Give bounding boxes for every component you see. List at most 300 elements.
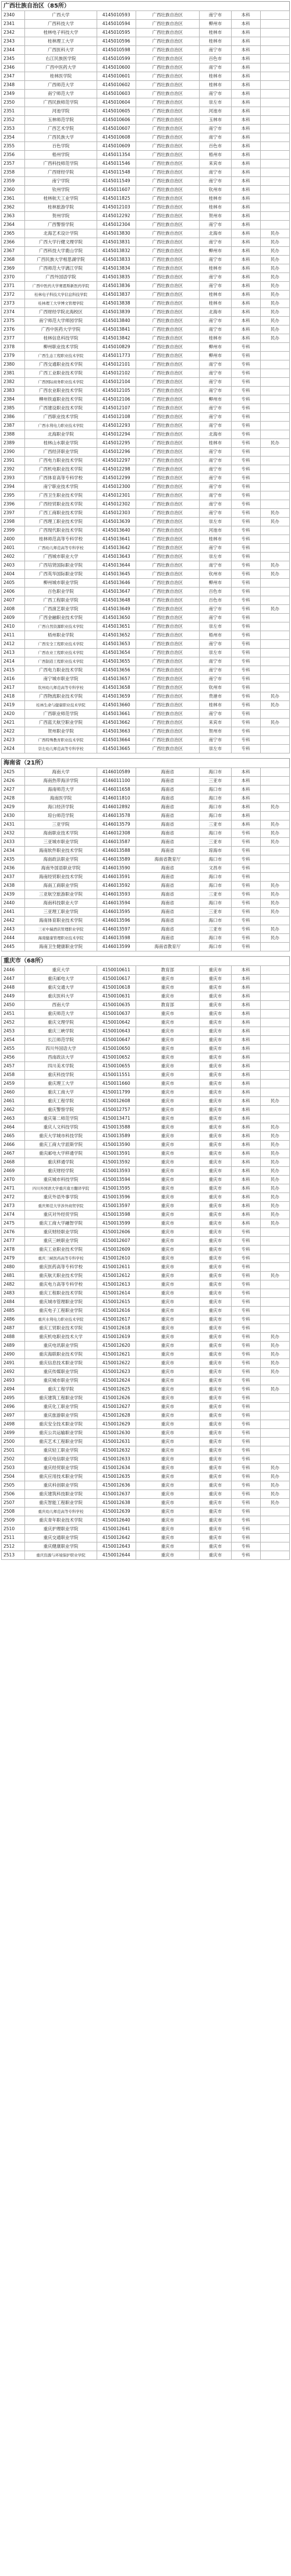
table-cell-nm: 广西幼儿师范高等专科学校 — [24, 544, 97, 553]
table-row — [2, 736, 290, 745]
table-cell-nm: 海南健康管理职业技术学院 — [24, 934, 97, 943]
table-cell-cd: 4145012293 — [97, 422, 136, 430]
table-cell-rk: 民办 — [260, 308, 289, 317]
table-cell-idx: 2459 — [2, 1080, 25, 1088]
table-cell-rk: 民办 — [260, 1149, 289, 1158]
table-cell-nm: 广西师范大学漓江学院 — [24, 264, 97, 273]
table-cell-idx: 2390 — [2, 448, 25, 457]
table-cell-idx: 2346 — [2, 63, 25, 72]
table-row — [2, 588, 290, 596]
table-row — [2, 1534, 290, 1542]
table-cell-idx: 2457 — [2, 1062, 25, 1071]
table-cell-idx: 2351 — [2, 107, 25, 116]
table-cell-idx: 2423 — [2, 736, 25, 745]
table-row — [2, 1385, 290, 1394]
table-cell-rk: 民办 — [260, 238, 289, 247]
table-cell-idx: 2464 — [2, 1123, 25, 1132]
table-cell-idx: 2485 — [2, 1307, 25, 1315]
table-cell-idx: 2491 — [2, 1359, 25, 1368]
table-row — [2, 794, 290, 803]
table-cell-idx: 2419 — [2, 701, 25, 710]
table-cell-dp: 重庆市 — [136, 1237, 200, 1245]
table-cell-idx: 2467 — [2, 1149, 25, 1158]
table-cell-dp: 海南省 — [136, 812, 200, 820]
table-cell-rk: 民办 — [260, 1097, 289, 1106]
table-row — [2, 11, 290, 20]
table-cell-ct: 重庆市 — [200, 1228, 231, 1237]
table-row — [2, 55, 290, 63]
table-cell-dp: 广西壮族自治区 — [136, 570, 200, 579]
table-cell-lv: 专科 — [231, 378, 260, 387]
table-cell-cd: 4145011548 — [97, 168, 136, 177]
table-cell-ct: 重庆市 — [200, 1516, 231, 1525]
table-row — [2, 820, 290, 829]
table-row — [2, 526, 290, 535]
table-cell-rk — [260, 917, 289, 925]
table-cell-dp: 广西壮族自治区 — [136, 37, 200, 46]
table-cell-idx: 2503 — [2, 1464, 25, 1473]
table-cell-lv: 专科 — [231, 465, 260, 474]
table-row — [2, 273, 290, 282]
table-cell-dp: 重庆市 — [136, 1508, 200, 1516]
table-cell-nm: 海南大学 — [24, 768, 97, 777]
table-cell-idx: 2513 — [2, 1551, 25, 1560]
table-cell-rk — [260, 622, 289, 631]
table-cell-dp: 重庆市 — [136, 1551, 200, 1560]
table-cell-nm: 广西现代职业技术学院 — [24, 526, 97, 535]
table-cell-idx: 2372 — [2, 291, 25, 299]
table-cell-dp: 广西壮族自治区 — [136, 719, 200, 727]
table-cell-rk — [260, 710, 289, 719]
table-cell-dp: 广西壮族自治区 — [136, 317, 200, 325]
table-cell-cd: 4146013578 — [97, 812, 136, 820]
table-cell-dp: 海南省 — [136, 934, 200, 943]
table-cell-dp: 重庆市 — [136, 1324, 200, 1333]
table-cell-nm: 海南工商职业学院 — [24, 882, 97, 890]
table-cell-rk: 民办 — [260, 719, 289, 727]
table-cell-nm: 广西工商职业技术学院 — [24, 509, 97, 518]
table-cell-lv: 专科 — [231, 343, 260, 352]
table-cell-lv: 专科 — [231, 1237, 260, 1245]
table-row — [2, 1464, 290, 1473]
table-cell-idx: 2369 — [2, 264, 25, 273]
table-cell-ct: 海口市 — [200, 917, 231, 925]
table-row — [2, 465, 290, 474]
table-cell-rk — [260, 63, 289, 72]
table-cell-ct: 桂林市 — [200, 439, 231, 448]
table-cell-dp: 重庆市 — [136, 1053, 200, 1062]
table-cell-lv: 专科 — [231, 369, 260, 378]
table-cell-dp: 重庆市 — [136, 1542, 200, 1551]
table-cell-nm: 重庆经贸职业学院 — [24, 1464, 97, 1473]
table-cell-dp: 广西壮族自治区 — [136, 422, 200, 430]
table-cell-lv: 专科 — [231, 579, 260, 588]
table-cell-dp: 重庆市 — [136, 1473, 200, 1481]
table-row — [2, 1132, 290, 1141]
table-cell-lv: 专科 — [231, 518, 260, 526]
table-cell-idx: 2405 — [2, 579, 25, 588]
table-cell-rk — [260, 1534, 289, 1542]
table-cell-ct: 玉林市 — [200, 116, 231, 125]
table-row — [2, 474, 290, 483]
table-cell-idx: 2496 — [2, 1403, 25, 1411]
table-cell-nm: 长江师范学院 — [24, 1036, 97, 1045]
table-cell-dp: 重庆市 — [136, 1062, 200, 1071]
table-cell-dp: 海南省 — [136, 917, 200, 925]
table-cell-idx: 2400 — [2, 535, 25, 544]
table-cell-dp: 海南省 — [136, 890, 200, 899]
table-row — [2, 983, 290, 992]
table-cell-ct: 重庆市 — [200, 1193, 231, 1202]
table-row — [2, 247, 290, 256]
table-row — [2, 1036, 290, 1045]
table-cell-ct: 重庆市 — [200, 1045, 231, 1053]
table-row — [2, 1481, 290, 1490]
table-cell-lv: 本科 — [231, 1010, 260, 1018]
table-row — [2, 657, 290, 666]
table-cell-nm: 广西安全工程职业技术学院 — [24, 640, 97, 649]
table-cell-dp: 重庆市 — [136, 1158, 200, 1167]
table-cell-rk — [260, 1045, 289, 1053]
table-cell-nm: 西南政法大学 — [24, 1053, 97, 1062]
table-row — [2, 229, 290, 238]
table-cell-ct: 南宁市 — [200, 168, 231, 177]
table-row — [2, 890, 290, 899]
table-cell-lv: 本科 — [231, 1045, 260, 1053]
table-cell-dp: 海南省 — [136, 777, 200, 785]
table-cell-idx: 2377 — [2, 334, 25, 343]
table-cell-rk: 民办 — [260, 518, 289, 526]
table-cell-nm: 海南政法职业学院 — [24, 855, 97, 864]
table-cell-cd: 4150012624 — [97, 1377, 136, 1385]
table-cell-nm: 重庆大学 — [24, 966, 97, 975]
table-cell-cd: 4145013657 — [97, 675, 136, 684]
table-cell-idx: 2502 — [2, 1455, 25, 1464]
table-cell-rk — [260, 1508, 289, 1516]
table-cell-cd: 4145013660 — [97, 701, 136, 710]
table-cell-ct: 百色市 — [200, 142, 231, 151]
table-cell-lv: 专科 — [231, 352, 260, 360]
table-cell-dp: 广西壮族自治区 — [136, 483, 200, 491]
table-cell-dp: 重庆市 — [136, 1080, 200, 1088]
table-cell-dp: 海南省 — [136, 847, 200, 855]
table-cell-nm: 南宁学院 — [24, 177, 97, 186]
table-cell-dp: 重庆市 — [136, 1167, 200, 1176]
table-cell-rk: 民办 — [260, 317, 289, 325]
table-cell-cd: 4145011825 — [97, 194, 136, 203]
table-cell-idx: 2415 — [2, 666, 25, 675]
table-cell-dp: 海南省 — [136, 908, 200, 917]
table-cell-cd: 4145010593 — [97, 11, 136, 20]
table-cell-dp: 重庆市 — [136, 1010, 200, 1018]
table-cell-rk: 民办 — [260, 1167, 289, 1176]
table-cell-nm: 重庆轻工职业学院 — [24, 1446, 97, 1455]
table-cell-idx: 2431 — [2, 820, 25, 829]
table-cell-idx: 2356 — [2, 151, 25, 160]
table-cell-lv: 本科 — [231, 1149, 260, 1158]
table-row — [2, 719, 290, 727]
table-cell-ct: 桂林市 — [200, 194, 231, 203]
table-cell-dp: 广西壮族自治区 — [136, 614, 200, 622]
table-cell-ct: 重庆市 — [200, 1385, 231, 1394]
table-row — [2, 1053, 290, 1062]
table-cell-ct: 桂林市 — [200, 701, 231, 710]
school-list-page — [1, 1, 290, 1560]
table-cell-nm: 重庆工业职业技术学院 — [24, 1245, 97, 1254]
table-cell-rk — [260, 614, 289, 622]
table-cell-nm: 广西蓝天航空职业学院 — [24, 719, 97, 727]
table-row — [2, 864, 290, 873]
table-cell-rk — [260, 992, 289, 1001]
table-cell-dp: 广西壮族自治区 — [136, 387, 200, 395]
table-cell-dp: 广西壮族自治区 — [136, 413, 200, 422]
table-cell-lv: 专科 — [231, 1228, 260, 1237]
table-cell-nm: 广西中医药大学赛恩斯新医药学院 — [24, 282, 97, 291]
table-cell-lv: 本科 — [231, 29, 260, 37]
table-cell-ct: 重庆市 — [200, 1411, 231, 1420]
table-cell-ct: 南宁市 — [200, 422, 231, 430]
table-cell-rk — [260, 745, 289, 753]
table-cell-ct: 柳州市 — [200, 395, 231, 404]
table-cell-dp: 广西壮族自治区 — [136, 151, 200, 160]
table-cell-lv: 专科 — [231, 1525, 260, 1534]
table-cell-rk — [260, 29, 289, 37]
table-cell-lv: 专科 — [231, 448, 260, 457]
table-cell-rk — [260, 1403, 289, 1411]
table-cell-rk — [260, 684, 289, 692]
table-cell-cd: 4145013655 — [97, 657, 136, 666]
table-row — [2, 1062, 290, 1071]
table-cell-nm: 河池学院 — [24, 107, 97, 116]
table-cell-lv: 专科 — [231, 500, 260, 509]
table-cell-ct: 重庆市 — [200, 1534, 231, 1542]
table-cell-dp: 广西壮族自治区 — [136, 448, 200, 457]
table-cell-nm: 柳州铁道职业技术学院 — [24, 395, 97, 404]
table-cell-idx: 2359 — [2, 177, 25, 186]
table-cell-rk: 民办 — [260, 439, 289, 448]
table-cell-lv: 本科 — [231, 777, 260, 785]
table-cell-dp: 广西壮族自治区 — [136, 63, 200, 72]
table-row — [2, 256, 290, 264]
table-cell-nm: 海南职业技术学院 — [24, 829, 97, 838]
table-cell-rk: 民办 — [260, 1342, 289, 1350]
table-cell-dp: 广西壮族自治区 — [136, 299, 200, 308]
table-row — [2, 1368, 290, 1377]
table-cell-rk — [260, 847, 289, 855]
table-cell-rk: 民办 — [260, 325, 289, 334]
table-cell-idx: 2443 — [2, 925, 25, 934]
table-cell-dp: 重庆市 — [136, 1516, 200, 1525]
table-cell-rk — [260, 855, 289, 864]
table-cell-lv: 本科 — [231, 81, 260, 90]
table-cell-dp: 广西壮族自治区 — [136, 168, 200, 177]
table-row — [2, 491, 290, 500]
table-cell-lv: 专科 — [231, 1438, 260, 1446]
table-row — [2, 1359, 290, 1368]
table-cell-idx: 2440 — [2, 899, 25, 908]
table-cell-dp: 重庆市 — [136, 1438, 200, 1446]
table-cell-rk: 民办 — [260, 509, 289, 518]
table-cell-rk — [260, 675, 289, 684]
table-cell-idx: 2427 — [2, 785, 25, 794]
table-cell-dp: 广西壮族自治区 — [136, 649, 200, 657]
table-cell-rk — [260, 133, 289, 142]
table-cell-lv: 专科 — [231, 1298, 260, 1307]
table-cell-idx: 2416 — [2, 675, 25, 684]
table-cell-lv: 专科 — [231, 605, 260, 614]
table-cell-ct: 崇左市 — [200, 518, 231, 526]
table-cell-ct: 重庆市 — [200, 1097, 231, 1106]
table-cell-ct: 桂林市 — [200, 37, 231, 46]
table-row — [2, 395, 290, 404]
table-cell-rk: 民办 — [260, 1464, 289, 1473]
table-cell-cd: 4150012618 — [97, 1324, 136, 1333]
table-cell-idx: 2436 — [2, 864, 25, 873]
table-cell-cd: 4146013596 — [97, 917, 136, 925]
table-cell-cd: 4150013593 — [97, 1167, 136, 1176]
table-cell-nm: 重庆电子工程职业学院 — [24, 1307, 97, 1315]
table-cell-dp: 重庆市 — [136, 1141, 200, 1149]
table-cell-ct: 贵港市 — [200, 692, 231, 701]
table-row — [2, 803, 290, 812]
table-cell-rk — [260, 90, 289, 98]
table-cell-idx: 2474 — [2, 1211, 25, 1219]
table-cell-lv: 专科 — [231, 701, 260, 710]
table-cell-dp: 广西壮族自治区 — [136, 90, 200, 98]
table-cell-nm: 广西农业职业技术学院 — [24, 387, 97, 395]
table-cell-ct: 重庆市 — [200, 1132, 231, 1141]
table-cell-cd: 4146011100 — [97, 777, 136, 785]
table-row — [2, 561, 290, 570]
table-row — [2, 378, 290, 387]
table-cell-dp: 重庆市 — [136, 1394, 200, 1403]
school-table — [1, 10, 290, 753]
table-cell-lv: 本科 — [231, 90, 260, 98]
table-row — [2, 975, 290, 983]
table-cell-lv: 专科 — [231, 1411, 260, 1420]
table-cell-idx: 2465 — [2, 1132, 25, 1141]
table-cell-rk — [260, 1280, 289, 1289]
table-row — [2, 1499, 290, 1508]
table-cell-lv: 专科 — [231, 838, 260, 847]
table-cell-rk: 民办 — [260, 264, 289, 273]
table-cell-nm: 广西民族师范学院 — [24, 98, 97, 107]
table-cell-idx: 2374 — [2, 308, 25, 317]
table-cell-dp: 广西壮族自治区 — [136, 203, 200, 212]
table-cell-idx: 2445 — [2, 943, 25, 951]
table-cell-lv: 本科 — [231, 256, 260, 264]
table-cell-idx: 2347 — [2, 72, 25, 81]
table-cell-rk — [260, 186, 289, 194]
table-cell-ct: 海口市 — [200, 829, 231, 838]
table-cell-idx: 2449 — [2, 992, 25, 1001]
table-cell-idx: 2408 — [2, 605, 25, 614]
table-cell-dp: 重庆市 — [136, 1228, 200, 1237]
table-cell-lv: 专科 — [231, 491, 260, 500]
table-cell-cd: 4150010652 — [97, 1053, 136, 1062]
table-cell-lv: 本科 — [231, 768, 260, 777]
table-cell-rk: 民办 — [260, 692, 289, 701]
table-cell-dp: 广西壮族自治区 — [136, 736, 200, 745]
table-cell-cd: 4145012102 — [97, 369, 136, 378]
table-cell-ct: 南宁市 — [200, 46, 231, 55]
table-cell-lv: 专科 — [231, 622, 260, 631]
section-gap — [1, 951, 290, 956]
table-cell-cd: 4145012104 — [97, 378, 136, 387]
table-cell-dp: 重庆市 — [136, 1071, 200, 1080]
table-cell-idx: 2353 — [2, 125, 25, 133]
table-cell-rk — [260, 491, 289, 500]
table-cell-cd: 4150012642 — [97, 1534, 136, 1542]
table-cell-rk: 民办 — [260, 1333, 289, 1342]
table-cell-rk — [260, 596, 289, 605]
table-cell-nm: 广西电力职业技术学院 — [24, 666, 97, 675]
table-cell-ct: 南宁市 — [200, 483, 231, 491]
table-row — [2, 992, 290, 1001]
table-cell-ct: 重庆市 — [200, 1027, 231, 1036]
table-cell-ct: 琼海市 — [200, 847, 231, 855]
table-cell-idx: 2462 — [2, 1106, 25, 1114]
table-cell-cd: 4150012622 — [97, 1359, 136, 1368]
table-cell-cd: 4150012635 — [97, 1473, 136, 1481]
table-cell-idx: 2387 — [2, 422, 25, 430]
table-row — [2, 142, 290, 151]
table-cell-nm: 重庆应用技术职业学院 — [24, 1473, 97, 1481]
table-cell-ct: 重庆市 — [200, 1525, 231, 1534]
table-cell-lv: 专科 — [231, 570, 260, 579]
table-cell-nm: 广西建设职业技术学院 — [24, 404, 97, 413]
table-cell-rk — [260, 1298, 289, 1307]
table-cell-cd: 4145012105 — [97, 387, 136, 395]
table-cell-idx: 2429 — [2, 803, 25, 812]
table-cell-idx: 2421 — [2, 719, 25, 727]
table-row — [2, 37, 290, 46]
table-cell-lv: 专科 — [231, 1473, 260, 1481]
table-cell-rk — [260, 413, 289, 422]
table-row — [2, 1088, 290, 1097]
table-row — [2, 369, 290, 378]
table-cell-ct: 海口市 — [200, 768, 231, 777]
table-row — [2, 1508, 290, 1516]
table-cell-dp: 重庆市 — [136, 1280, 200, 1289]
table-cell-cd: 4150013592 — [97, 1158, 136, 1167]
table-cell-rk — [260, 794, 289, 803]
table-cell-dp: 广西壮族自治区 — [136, 325, 200, 334]
table-cell-cd: 4150013595 — [97, 1184, 136, 1193]
table-cell-idx: 2480 — [2, 1263, 25, 1272]
table-cell-lv: 专科 — [231, 1464, 260, 1473]
table-cell-cd: 4145013645 — [97, 570, 136, 579]
table-cell-rk — [260, 352, 289, 360]
table-cell-nm: 西南大学 — [24, 1001, 97, 1010]
table-cell-cd: 4145010596 — [97, 37, 136, 46]
table-cell-nm: 钦州学院 — [24, 186, 97, 194]
table-cell-lv: 专科 — [231, 1359, 260, 1368]
table-cell-dp: 重庆市 — [136, 1114, 200, 1123]
table-cell-ct: 海口市 — [200, 803, 231, 812]
table-cell-ct: 南宁市 — [200, 387, 231, 395]
table-cell-ct: 南宁市 — [200, 404, 231, 413]
table-cell-idx: 2511 — [2, 1534, 25, 1542]
table-cell-ct: 柳州市 — [200, 352, 231, 360]
table-row — [2, 917, 290, 925]
table-cell-dp: 海南省 — [136, 820, 200, 829]
table-cell-rk — [260, 1438, 289, 1446]
table-cell-cd: 4145013652 — [97, 631, 136, 640]
table-cell-cd: 4145013837 — [97, 291, 136, 299]
table-cell-rk — [260, 203, 289, 212]
table-cell-idx: 2438 — [2, 882, 25, 890]
